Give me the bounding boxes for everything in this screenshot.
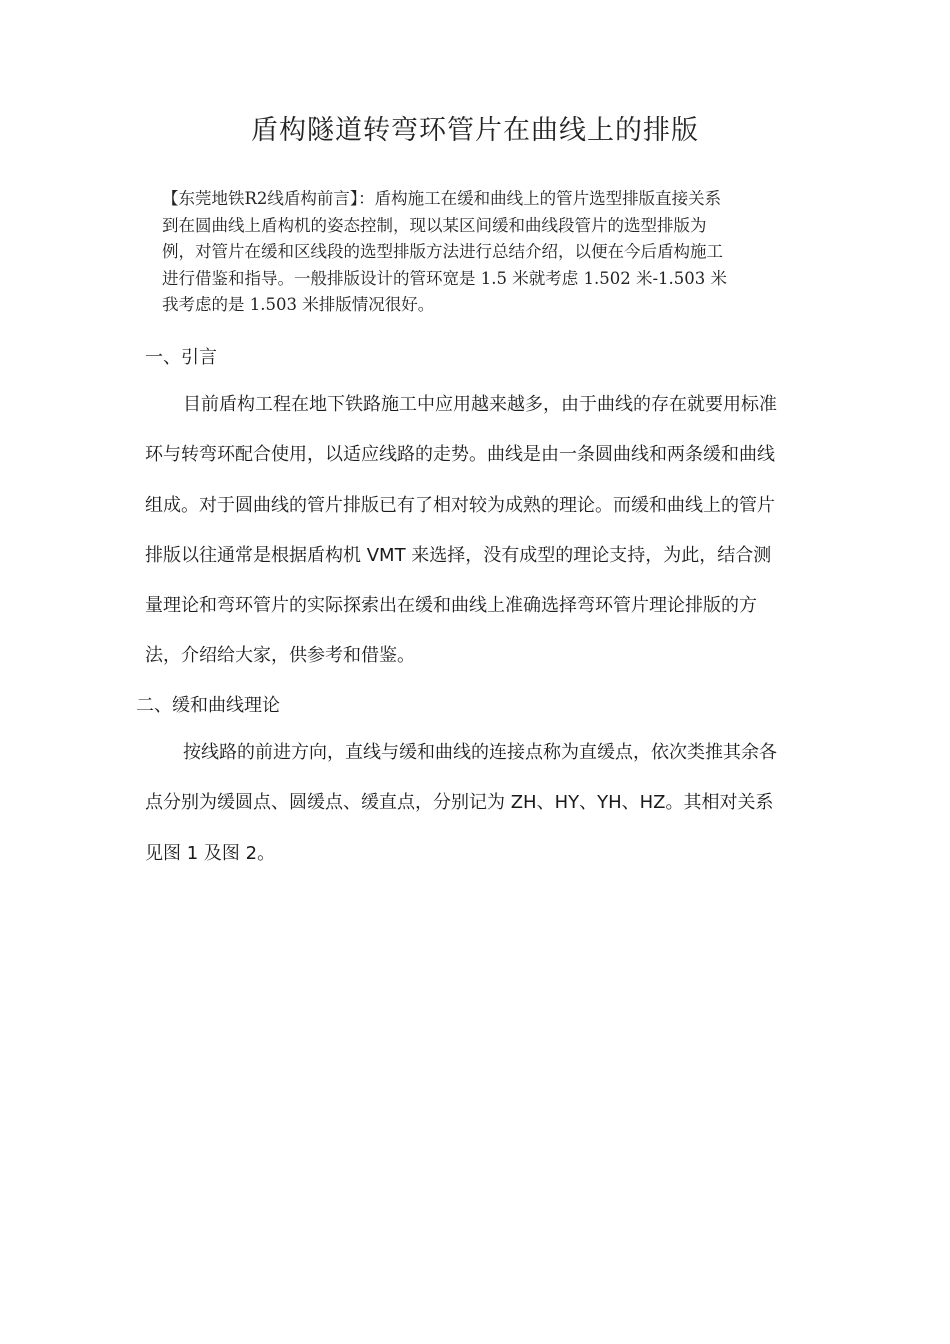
section-heading-introduction: 一、引言 [145,347,217,368]
paragraph-line: 目前盾构工程在地下铁路施工中应用越来越多，由于曲线的存在就要用标准 [183,394,777,415]
abstract-line: 【东莞地铁R2线盾构前言】：盾构施工在缓和曲线上的管片选型排版直接关系 [162,189,722,208]
paragraph-line: 排版以往通常是根据盾构机 VMT 来选择，没有成型的理论支持，为此，结合测 [145,544,772,566]
document-title: 盾构隧道转弯环管片在曲线上的排版 [251,115,699,146]
paragraph-line: 见图 1 及图 2。 [145,842,276,864]
abstract-line: 例，对管片在缓和区线段的选型排版方法进行总结介绍，以便在今后盾构施工 [162,242,723,261]
paragraph-line: 环与转弯环配合使用，以适应线路的走势。曲线是由一条圆曲线和两条缓和曲线 [145,444,775,466]
introduction-paragraph [145,380,810,682]
paragraph-line: 量理论和弯环管片的实际探索出在缓和曲线上准确选择弯环管片理论排版的方 [145,595,757,617]
paragraph-line: 组成。对于圆曲线的管片排版已有了相对较为成熟的理论。而缓和曲线上的管片 [145,494,775,516]
abstract-paragraph [162,186,808,319]
abstract-line: 进行借鉴和指导。一般排版设计的管环宽是 1.5 米就考虑 1.502 米-1.503 米 [162,268,728,288]
paragraph-line: 按线路的前进方向，直线与缓和曲线的连接点称为直缓点，依次类推其余各 [183,742,777,763]
transition-curve-paragraph [145,728,810,879]
abstract-line: 我考虑的是 1.503 米排版情况很好。 [162,295,435,314]
paragraph-line: 点分别为缓圆点、圆缓点、缓直点，分别记为 ZH、HY、YH、HZ。其相对关系 [145,792,774,814]
paragraph-line: 法，介绍给大家，供参考和借鉴。 [145,645,415,667]
section-heading-transition-curve-theory: 二、缓和曲线理论 [136,695,280,716]
abstract-line: 到在圆曲线上盾构机的姿态控制，现以某区间缓和曲线段管片的选型排版为 [162,215,707,235]
